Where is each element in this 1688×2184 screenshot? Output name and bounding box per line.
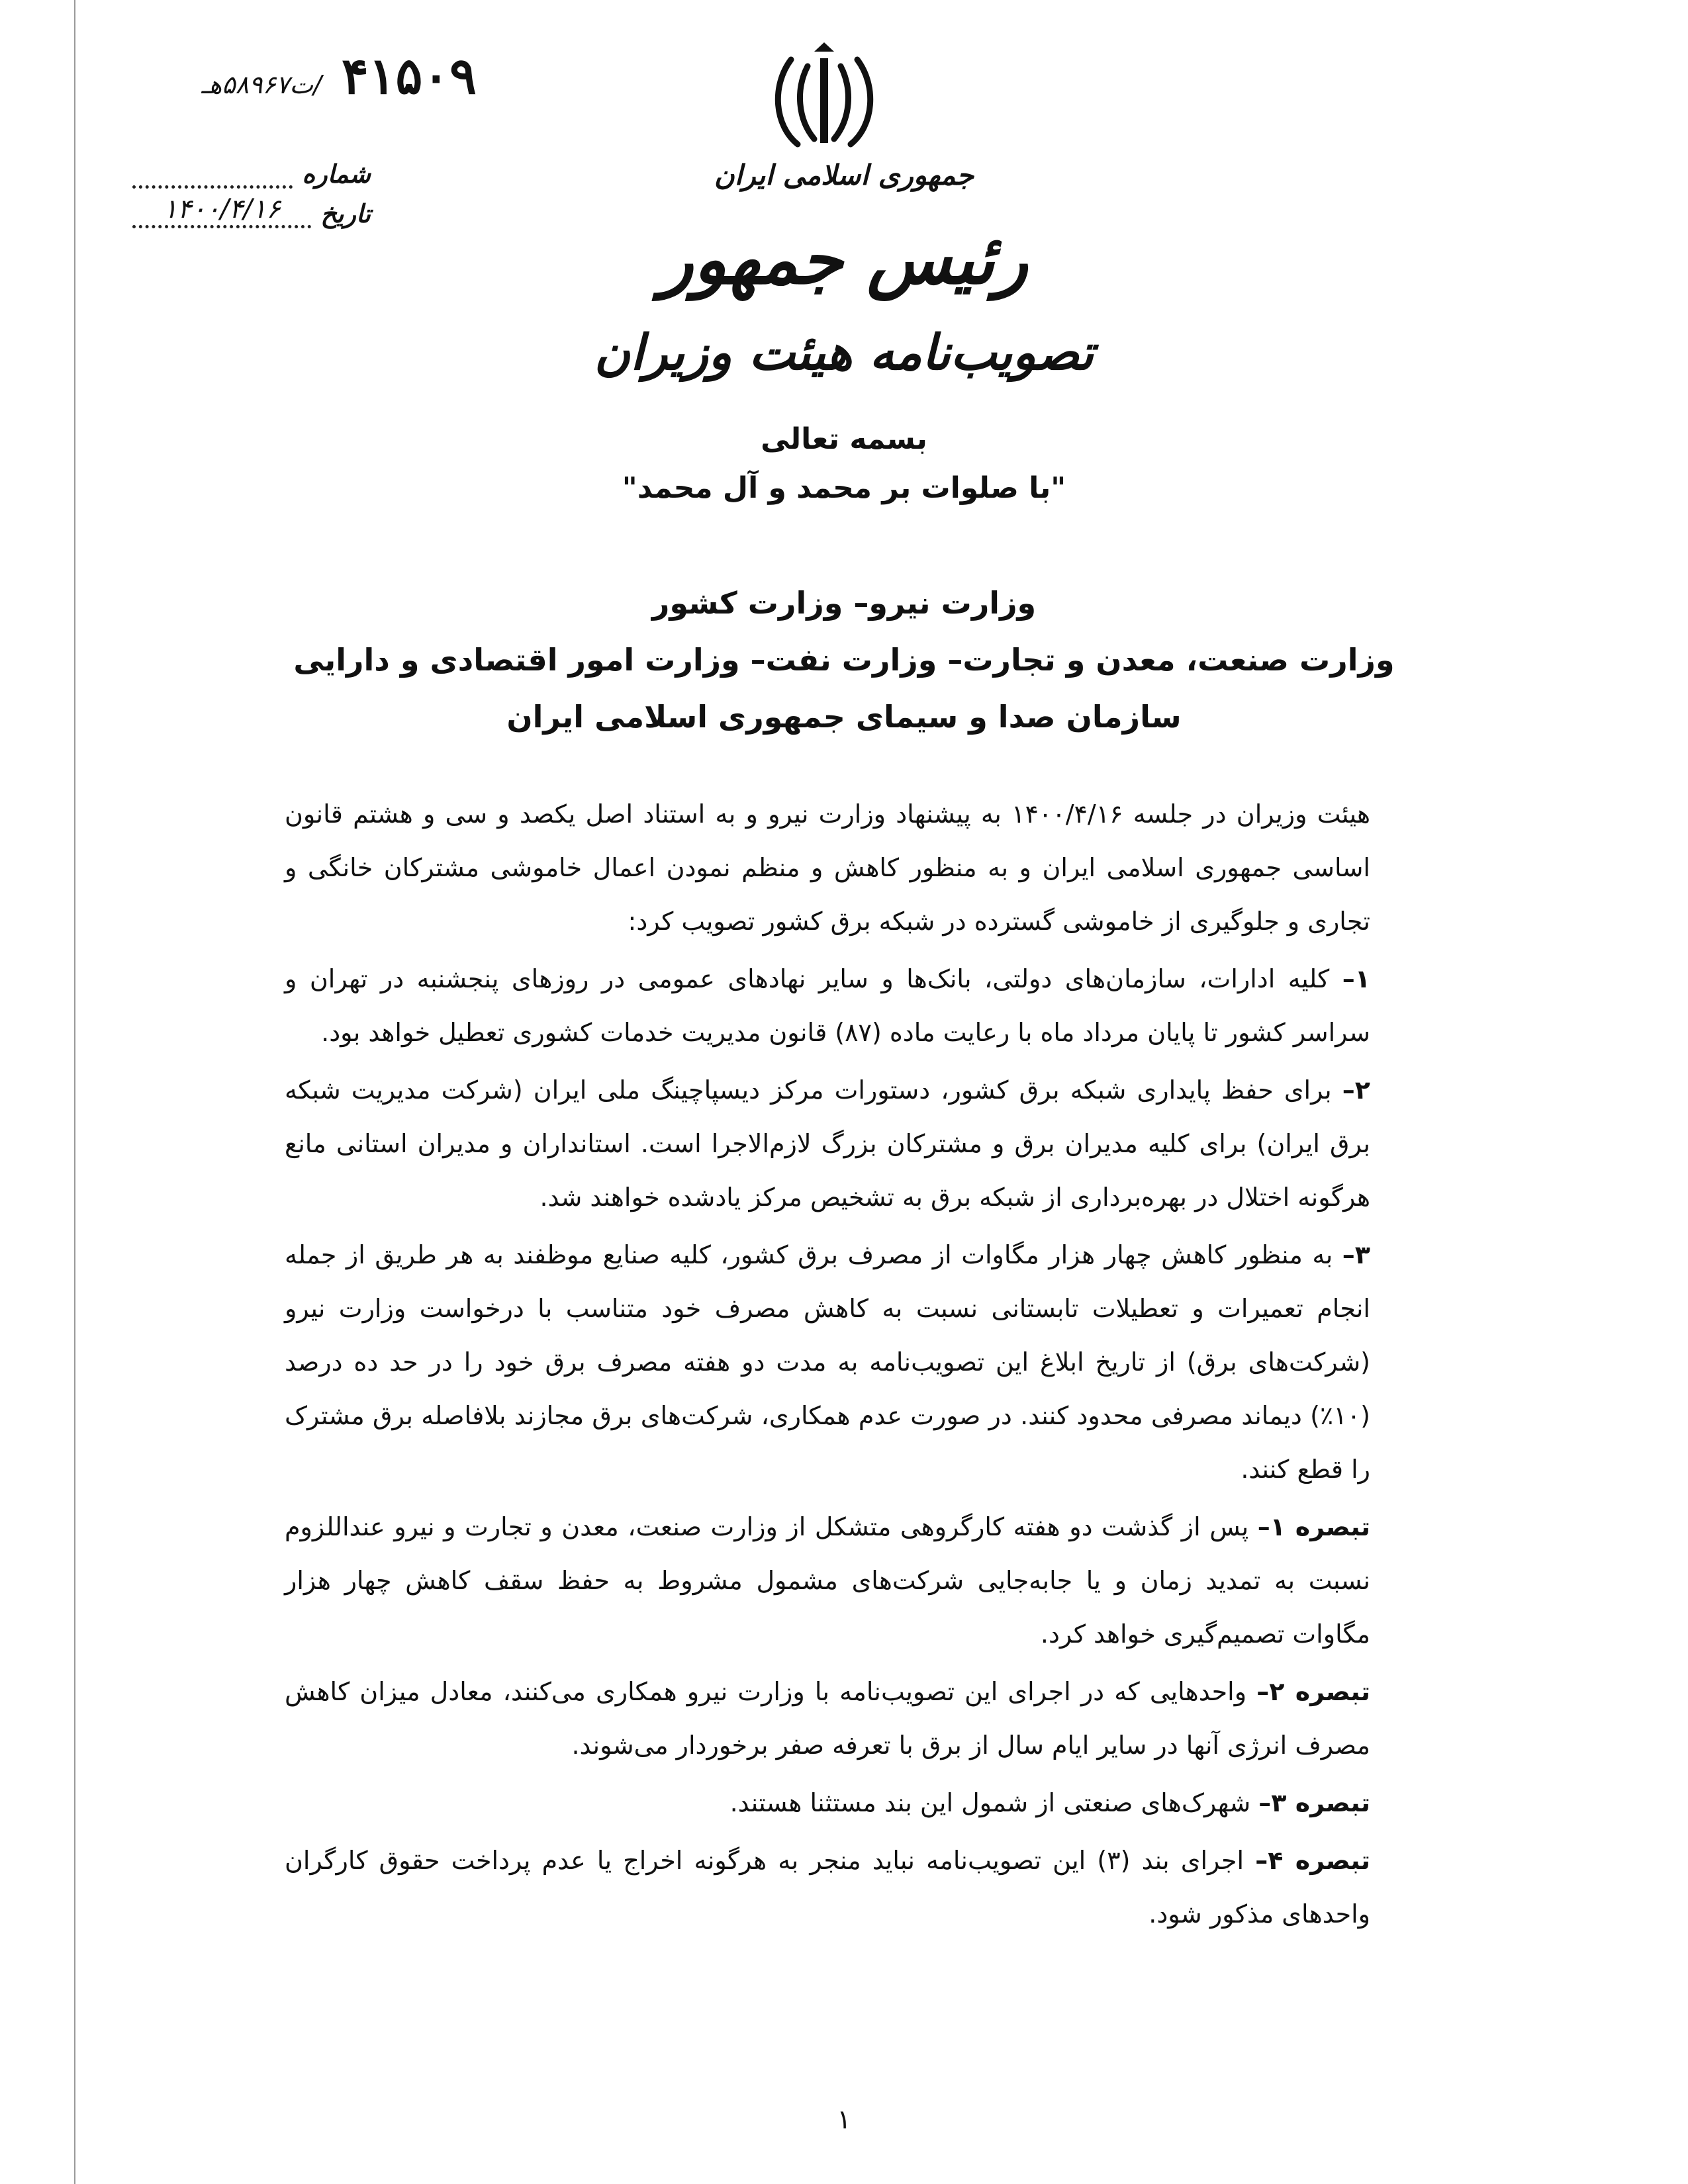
item-text: کلیه ادارات، سازمان‌های دولتی، بانک‌ها و سایر نهادهای عمومی در روزهای پنجشنبه در تهران و سراسر کشور تا پایان مرداد ماه با رعایت ماده (۸۷) قانون مدیریت خدمات کشوری تعطیل خواهد بود. xyxy=(285,964,1370,1047)
iran-emblem-icon xyxy=(768,40,880,152)
note-text: شهرک‌های صنعتی از شمول این بند مستثنا هستند. xyxy=(729,1788,1251,1817)
item-text: برای حفظ پایداری شبکه برق کشور، دستورات مرکز دیسپاچینگ ملی ایران (شرکت مدیریت شبکه برق ایران) برای کلیه مدیران برق و مشترکان بزرگ لازم‌الاجرا است. استانداران و مدیران استانی مانع هرگونه اختلال در بهره‌برداری از شبکه برق به تشخیص مرکز یادشده خواهند شد. xyxy=(285,1075,1370,1212)
date-label: تاریخ xyxy=(320,199,371,228)
page-number: ۱ xyxy=(837,2105,851,2135)
item-number: ۱– xyxy=(1342,964,1370,993)
note-label: تبصره ۳– xyxy=(1258,1788,1370,1817)
intro-paragraph: هیئت وزیران در جلسه ۱۴۰۰/۴/۱۶ به پیشنهاد وزارت نیرو و به استناد اصل یکصد و سی و هشتم قانون اساسی جمهوری اسلامی ایران و به منظور کاهش و منظم نمودن اعمال خاموشی مشترکان خانگی و تجاری و جلوگیری از خاموشی گسترده در شبکه برق کشور تصویب کرد: xyxy=(285,799,1370,936)
note-label: تبصره ۲– xyxy=(1256,1677,1370,1706)
addressee-line: وزارت نیرو– وزارت کشور xyxy=(651,585,1037,621)
item-3 xyxy=(285,1228,1370,1496)
item-1 xyxy=(285,952,1370,1060)
note-2 xyxy=(285,1665,1370,1772)
resolution-body xyxy=(285,788,1370,1945)
registration-code: /ت۵۸۹۶۷هـ xyxy=(201,70,322,99)
item-2 xyxy=(285,1064,1370,1224)
addressees xyxy=(0,574,1688,745)
note-3 xyxy=(285,1776,1370,1830)
item-text: به منظور کاهش چهار هزار مگاوات از مصرف برق کشور، کلیه صنایع موظفند به هر طریق از جمله انجام تعمیرات و تعطیلات تابستانی نسبت به کاهش مصرف خود متناسب با درخواست وزارت نیرو (شرکت‌های برق) از تاریخ ابلاغ این تصویب‌نامه به مدت دو هفته مصرف برق خود را در حد ده درصد (۱۰٪) دیماند مصرفی محدود کنند. در صورت عدم همکاری، شرکت‌های برق مجازند بلافاصله برق مشترک را قطع کنند. xyxy=(285,1240,1370,1484)
president-title: رئیس جمهور xyxy=(660,218,1028,300)
item-number: ۳– xyxy=(1342,1240,1370,1269)
note-text: اجرای بند (۳) این تصویب‌نامه نباید منجر به هرگونه اخراج یا عدم پرداخت حقوق کارگران واحدهای مذکور شود. xyxy=(285,1846,1370,1929)
bismillah: بسمه تعالی xyxy=(761,422,927,456)
note-4 xyxy=(285,1834,1370,1941)
note-text: پس از گذشت دو هفته کارگروهی متشکل از وزارت صنعت، معدن و تجارت و نیرو عنداللزوم نسبت به تمدید زمان و یا جابه‌جایی شرکت‌های مشمول مشروط به حفظ سقف کاهش چهار هزار مگاوات تصمیم‌گیری خواهد کرد. xyxy=(285,1512,1370,1649)
salawat: "با صلوات بر محمد و آل محمد" xyxy=(622,471,1066,505)
addressee-line: سازمان صدا و سیمای جمهوری اسلامی ایران xyxy=(506,699,1182,735)
note-1 xyxy=(285,1500,1370,1661)
note-label: تبصره ۱– xyxy=(1257,1512,1370,1541)
note-text: واحدهایی که در اجرای این تصویب‌نامه با وزارت نیرو همکاری می‌کنند، معادل میزان کاهش مصرف انرژی آنها در سایر ایام سال از برق با تعرفه صفر برخوردار می‌شوند. xyxy=(285,1677,1370,1760)
addressee-line: وزارت صنعت، معدن و تجارت– وزارت نفت– وزارت امور اقتصادی و دارایی xyxy=(293,642,1395,678)
resolution-title: تصویب‌نامه هیئت وزیران xyxy=(594,324,1094,381)
registration-number: ۴۱۵۰۹ xyxy=(341,46,477,105)
date-value: ۱۴۰۰/۴/۱۶ xyxy=(132,193,311,228)
republic-title: جمهوری اسلامی ایران xyxy=(714,159,974,191)
item-number: ۲– xyxy=(1342,1075,1370,1105)
number-label: شماره xyxy=(302,159,371,189)
note-label: تبصره ۴– xyxy=(1255,1846,1370,1875)
registration-serial xyxy=(132,46,477,105)
